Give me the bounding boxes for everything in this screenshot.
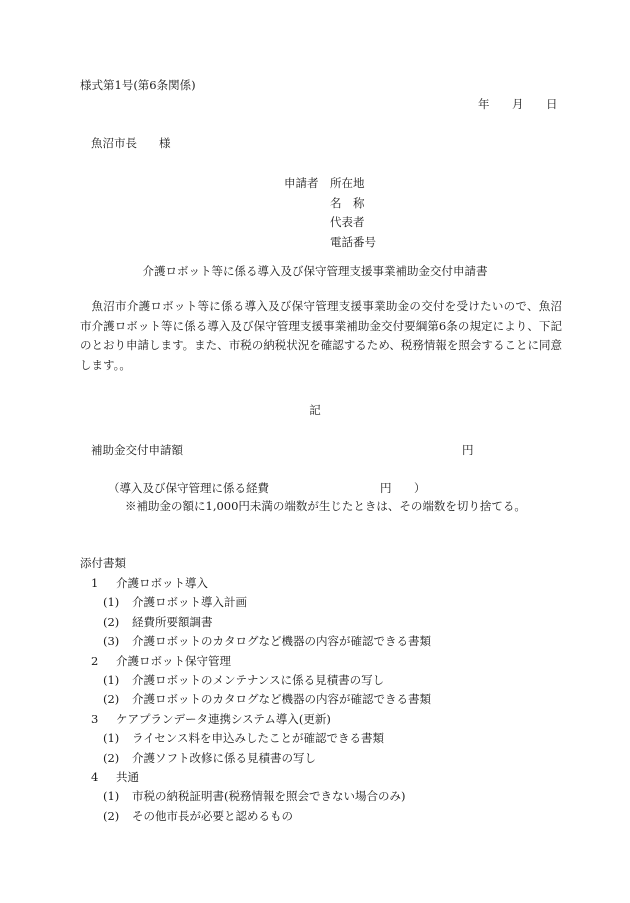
item-text: 介護ロボットのメンテナンスに係る見積書の写し	[132, 672, 385, 687]
item-number: (1)	[103, 789, 120, 804]
attachments-list	[80, 578, 431, 830]
addressee	[91, 138, 171, 150]
category-label: 介護ロボット導入	[116, 576, 208, 590]
item-text: 介護ロボットのカタログなど機器の内容が確認できる書類	[132, 634, 431, 649]
item-number: (2)	[103, 808, 120, 823]
amount-unit: 円	[462, 443, 474, 457]
item-text: 市税の納税証明書(税務情報を照会できない場合のみ)	[132, 789, 406, 804]
addressee-name: 魚沼市長	[91, 136, 137, 150]
date-line	[478, 99, 558, 111]
item-text: 介護ロボット導入計画	[132, 595, 247, 610]
body-paragraph: 魚沼市介護ロボット等に係る導入及び保守管理支援事業助金の交付を受けたいので、魚沼市介護ロボット等に係る導入及び保守管理支援事業補助金交付要綱第6条の規定により、下記のとおり申請します。また、市税の納税状況を確認するため、税務情報を照会することに同意します。。	[80, 299, 562, 372]
form-number: 様式第1号(第6条関係)	[80, 78, 196, 92]
item-text: その他市長が必要と認めるもの	[132, 808, 293, 823]
item-number: (3)	[103, 634, 120, 649]
date-day-label: 日	[546, 97, 558, 111]
category-number: 2	[91, 653, 99, 668]
item-number: (2)	[103, 750, 120, 765]
item-number: (1)	[103, 731, 120, 746]
attachments-heading: 添付書類	[80, 556, 126, 570]
cost-line	[108, 481, 426, 495]
amount-label: 補助金交付申請額	[91, 443, 183, 457]
applicant-field-name: 名 称	[330, 195, 365, 210]
date-month-label: 月	[512, 97, 524, 111]
applicant-field-phone: 電話番号	[330, 234, 376, 249]
ki-marker: 記	[309, 403, 321, 417]
applicant-fields	[330, 178, 376, 256]
category-number: 1	[91, 576, 99, 590]
applicant-label: 申請者	[284, 176, 319, 190]
cost-label: （導入及び保守管理に係る経費	[108, 481, 269, 495]
category-number: 3	[91, 711, 99, 726]
rounding-note: ※補助金の額に1,000円未満の端数が生じたときは、その端数を切り捨てる。	[125, 499, 526, 513]
category-number: 4	[91, 769, 99, 784]
cost-unit: 円	[380, 481, 392, 495]
date-year-label: 年	[478, 97, 490, 111]
item-number: (2)	[103, 692, 120, 707]
item-number: (2)	[103, 614, 120, 629]
applicant-field-representative: 代表者	[330, 215, 365, 229]
item-text: 介護ソフト改修に係る見積書の写し	[132, 750, 316, 765]
document-title: 介護ロボット等に係る導入及び保守管理支援事業補助金交付申請書	[142, 264, 488, 278]
item-text: ライセンス料を申込みしたことが確認できる書類	[132, 731, 384, 746]
item-number: (1)	[103, 595, 120, 610]
item-text: 介護ロボットのカタログなど機器の内容が確認できる書類	[132, 692, 431, 707]
applicant-field-address: 所在地	[330, 176, 365, 190]
category-label: ケアプランデータ連携システム導入(更新)	[116, 711, 331, 726]
addressee-honorific: 様	[159, 136, 171, 150]
item-text: 経費所要額調書	[132, 614, 213, 629]
cost-close-paren: ）	[414, 481, 426, 495]
category-label: 介護ロボット保守管理	[116, 653, 231, 668]
item-number: (1)	[103, 672, 120, 687]
category-label: 共通	[116, 769, 139, 784]
attachment-item	[80, 808, 431, 830]
